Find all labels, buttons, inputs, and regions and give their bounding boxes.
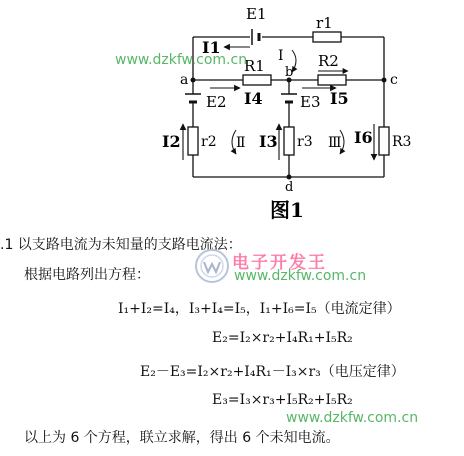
conclusion-line: 以上为 6 个方程，联立求解，得出 6 个未知电流。	[24, 430, 340, 446]
intro-line: 根据电路列出方程：	[24, 267, 150, 283]
label-r1: r1	[316, 14, 333, 32]
resistor-r2-symbol	[318, 75, 346, 85]
label-I4: I4	[244, 89, 263, 108]
label-I3: I3	[259, 132, 278, 151]
label-R1: R1	[244, 57, 265, 75]
label-R3: R3	[392, 134, 412, 150]
label-node-c: c	[390, 72, 398, 88]
equation-loop-1: E₂=I₂×r₂+I₄R₁+I₅R₂	[212, 330, 353, 346]
label-I6: I6	[354, 128, 373, 147]
label-r2: r2	[201, 134, 217, 150]
label-I2: I2	[162, 132, 181, 151]
label-loop-iii: Ⅲ	[328, 135, 342, 151]
resistor-r2-small-symbol	[188, 127, 198, 155]
label-node-d: d	[285, 180, 294, 195]
equation-loop-2: E₂－E₃=I₂×r₂+I₄R₁－I₃×r₃（电压定律）	[140, 364, 405, 380]
battery-e2-symbol	[185, 94, 201, 102]
watermark-top: www.dzkfw.com.cn	[115, 52, 248, 68]
label-I5: I5	[330, 89, 349, 108]
logo-watermark-icon	[194, 248, 230, 284]
watermark-bottom: www.dzkfw.com.cn	[286, 410, 419, 426]
resistor-r1-symbol	[313, 32, 341, 42]
label-node-b: b	[285, 65, 294, 80]
figure-caption: 图1	[270, 198, 304, 222]
battery-e3-symbol	[281, 94, 297, 102]
equation-kcl: I₁+I₂=I₄，I₃+I₄=I₅，I₁+I₆=I₅（电流定律）	[118, 301, 401, 317]
label-E3: E3	[300, 93, 321, 111]
battery-e1-symbol	[252, 29, 259, 45]
label-e1: E1	[246, 5, 267, 23]
resistor-r3-symbol	[379, 127, 389, 155]
label-r3: r3	[297, 134, 313, 150]
resistor-r3-small-symbol	[284, 127, 294, 155]
label-i1: I1	[202, 38, 221, 57]
resistor-r1-main-symbol	[243, 75, 271, 85]
label-loop-i: Ⅰ	[278, 48, 284, 64]
equation-loop-3: E₃=I₃×r₃+I₅R₂+I₅R₂	[212, 392, 353, 408]
label-R2: R2	[318, 52, 339, 70]
label-node-a: a	[180, 72, 189, 88]
method-line: .1 以支路电流为未知量的支路电流法：	[0, 237, 242, 253]
watermark-middle: www.dzkfw.com.cn	[234, 268, 367, 284]
label-E2: E2	[206, 93, 227, 111]
logo-brand-text: 电子开发王	[232, 253, 327, 273]
label-loop-ii: Ⅱ	[236, 135, 246, 151]
